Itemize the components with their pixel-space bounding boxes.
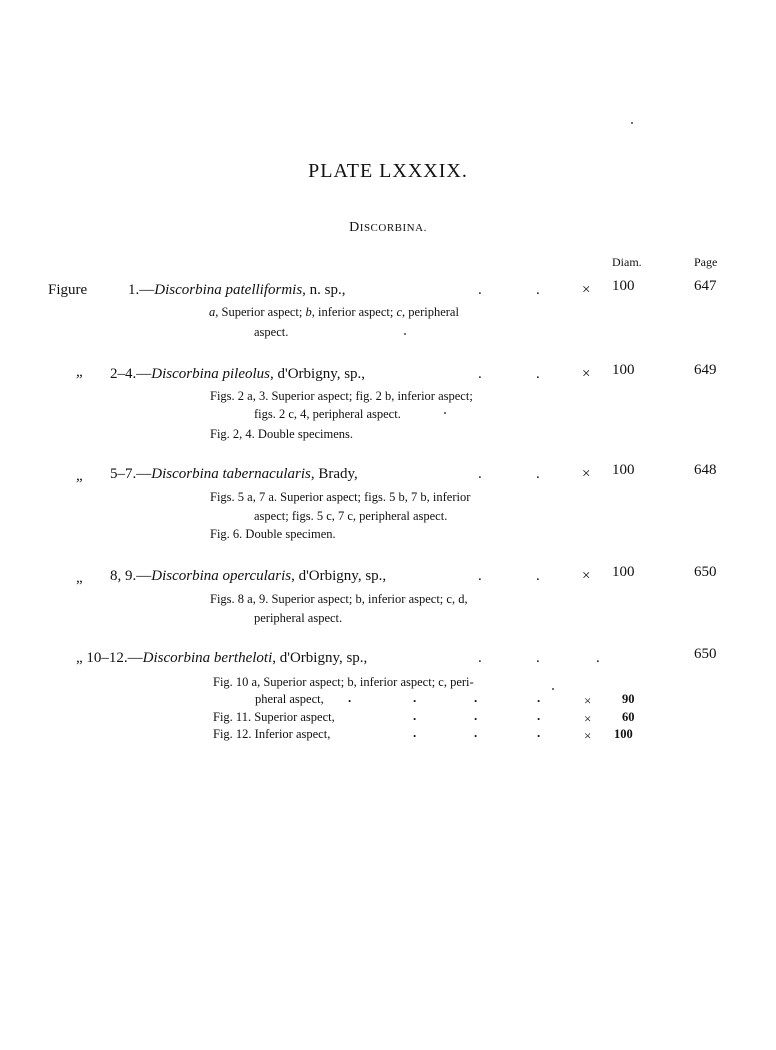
- diameter-value: 100: [614, 727, 633, 741]
- magnification-sign: ×: [582, 366, 591, 382]
- print-speck: [404, 333, 406, 335]
- diameter-value: 100: [612, 362, 635, 378]
- page-number: 647: [694, 278, 717, 294]
- magnification-sign: ×: [582, 466, 591, 482]
- entry-title: [110, 366, 365, 383]
- entry-title: [110, 466, 358, 483]
- figure-description-line: Figs. 5 a, 7 a. Superior aspect; figs. 5 b, 7 b, inferior: [210, 490, 471, 504]
- figure-description-line: Fig. 11. Superior aspect,: [213, 710, 335, 724]
- figure-number: 10–12.—: [86, 650, 143, 666]
- figure-number: 5–7.—: [110, 466, 152, 482]
- species-name: Discorbina bertheloti: [142, 650, 273, 666]
- entry-prefix: „: [76, 364, 83, 380]
- page-number: 650: [694, 646, 717, 662]
- species-name: Discorbina pileolus: [151, 366, 270, 382]
- page-column-header: Page: [694, 255, 718, 269]
- magnification-sign: ×: [582, 282, 591, 298]
- figure-description-line: pheral aspect,: [255, 692, 324, 706]
- diameter-value: 90: [622, 692, 635, 706]
- print-speck: [444, 412, 446, 414]
- diameter-value: 100: [612, 564, 635, 580]
- figure-description-line: Fig. 2, 4. Double specimens.: [210, 427, 354, 441]
- section-title: [0, 220, 776, 236]
- diam-column-header: Diam.: [612, 255, 642, 269]
- species-authority: , n. sp.,: [302, 282, 346, 298]
- figure-description-line: Fig. 12. Inferior aspect,: [213, 727, 331, 741]
- diameter-value: 100: [612, 278, 635, 294]
- print-speck: [631, 122, 633, 124]
- magnification-sign: ×: [584, 693, 592, 708]
- figure-description-line: figs. 2 c, 4, peripheral aspect.: [254, 407, 401, 421]
- figure-description-line: Fig. 6. Double specimen.: [210, 527, 336, 541]
- figure-description-line: Figs. 8 a, 9. Superior aspect; b, inferior aspect; c, d,: [210, 592, 468, 606]
- section-title-rest: ISCORBINA.: [359, 222, 427, 234]
- figure-description-line: Fig. 10 a, Superior aspect; b, inferior aspect; c, peri-: [213, 675, 474, 689]
- species-name: Discorbina opercularis: [151, 568, 292, 584]
- entry-prefix: „: [76, 650, 83, 666]
- entry-prefix: „: [76, 468, 83, 484]
- magnification-sign: ×: [582, 568, 591, 584]
- figure-number: 2–4.—: [110, 366, 152, 382]
- species-authority: , Brady,: [310, 466, 358, 482]
- entry-title: [76, 650, 367, 667]
- entry-title: [128, 282, 346, 299]
- figure-number: 8, 9.—: [110, 568, 152, 584]
- entry-title: [110, 568, 386, 585]
- page: PLATE LXXXIX. DISCORBINA. Diam. Page Figure 1.—Discorbina patelliformis, n. sp., . . × 100 647 a, Superior aspect; b, inferior aspect; c, peripheral aspect. „ 2–4.—Discorbina pileolus, d'Orbigny, sp., . . × 100 649 Figs. 2 a, 3. Superior aspect; fig. 2 b, inferior aspect; figs. 2 c, 4, peripheral aspect. Fig. 2, 4. Double specimens. „ 5–7.—Discorbina tabernacularis, Brady, . . × 100 648 Figs. 5 a, 7 a. Superior aspect; figs. 5 b, 7 b, inferior aspect; figs. 5 c, 7 c, peripheral aspect. Fig. 6. Double specimen. „ 8, 9.—Discorbina opercularis, d'Orbigny, sp., . . × 100 650 Figs. 8 a, 9. Superior aspect; b, inferior aspect; c, d, peripheral aspect. „ 10–12.—Discorbina bertheloti, d'Orbigny, sp., . . . 650 Fig. 10 a, Superior aspect; b, inferior aspect; c, peri- pheral aspect, . . . . × 90 Fig. 11. Superior aspect, . . . × 60 Fig. 12. Inferior aspect, . . . × 100: [0, 0, 776, 1050]
- plate-title: PLATE LXXXIX.: [308, 160, 468, 182]
- species-authority: , d'Orbigny, sp.,: [291, 568, 387, 584]
- diameter-value: 100: [612, 462, 635, 478]
- figure-description-line: a, Superior aspect; b, inferior aspect; c, peripheral: [209, 305, 459, 319]
- diameter-value: 60: [622, 710, 635, 724]
- print-speck: [552, 688, 554, 690]
- figure-description-line: aspect; figs. 5 c, 7 c, peripheral aspect.: [254, 509, 448, 523]
- species-name: Discorbina tabernacularis: [151, 466, 311, 482]
- figure-number: 1.—: [128, 282, 155, 298]
- species-authority: , d'Orbigny, sp.,: [272, 650, 368, 666]
- figure-description-line: peripheral aspect.: [254, 611, 343, 625]
- page-number: 649: [694, 362, 717, 378]
- species-authority: , d'Orbigny, sp.,: [270, 366, 366, 382]
- section-title-initial: D: [349, 220, 360, 235]
- page-number: 648: [694, 462, 717, 478]
- magnification-sign: ×: [584, 711, 592, 726]
- figure-description-line: Figs. 2 a, 3. Superior aspect; fig. 2 b, inferior aspect;: [210, 389, 473, 403]
- page-number: 650: [694, 564, 717, 580]
- figure-description-line: aspect.: [254, 325, 289, 339]
- entry-prefix: „: [76, 570, 83, 586]
- magnification-sign: ×: [584, 728, 592, 743]
- species-name: Discorbina patelliformis: [154, 282, 303, 298]
- entry-prefix: Figure: [48, 282, 88, 298]
